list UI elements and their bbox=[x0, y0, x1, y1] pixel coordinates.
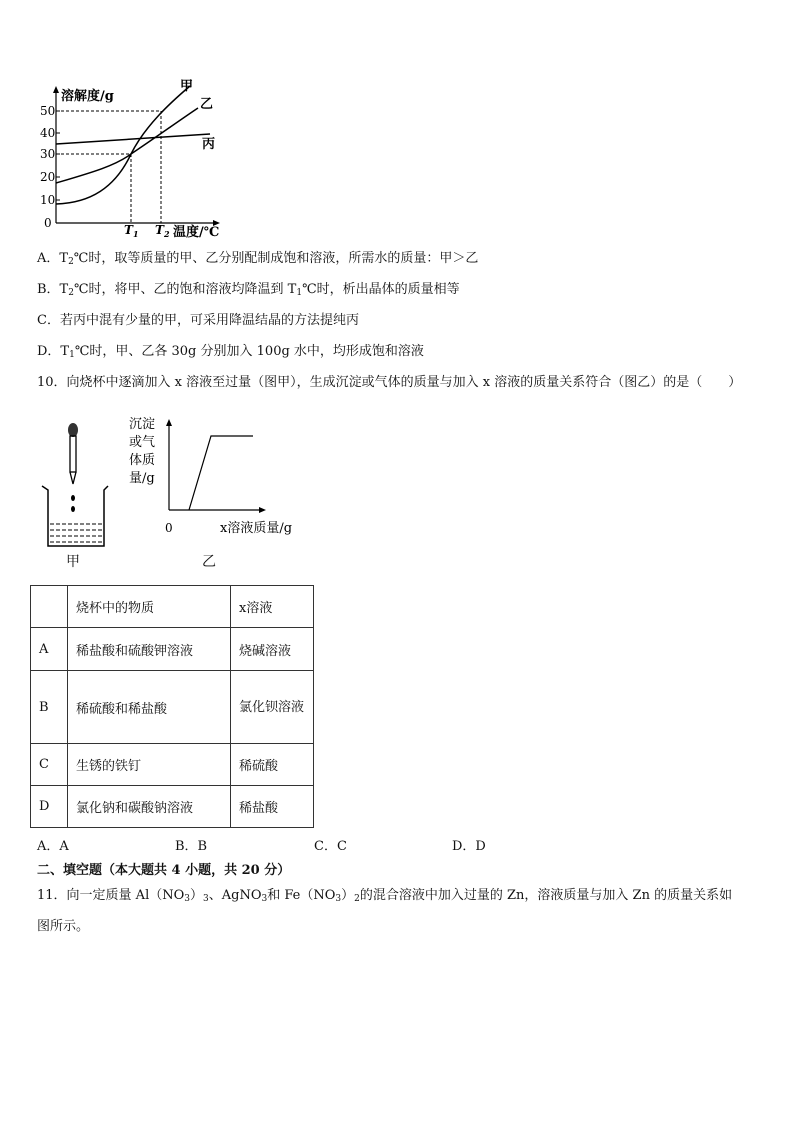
row-id: C bbox=[31, 744, 68, 786]
y-tick-40: 40 bbox=[40, 126, 56, 140]
row-x: 稀盐酸 bbox=[231, 786, 314, 828]
q9-option-c: C．若丙中混有少量的甲，可采用降温结晶的方法提纯丙 bbox=[37, 313, 359, 328]
y-tick-10: 10 bbox=[40, 193, 56, 207]
guide-lines bbox=[56, 111, 161, 223]
label-yi: 乙 bbox=[200, 97, 214, 112]
q10-table bbox=[30, 585, 314, 828]
x-tick-t2: $T_2$ bbox=[155, 223, 170, 239]
curve-yi bbox=[56, 108, 198, 183]
label-bing: 丙 bbox=[202, 137, 216, 152]
q9-option-b: B．$T_2℃$时，将甲、乙的饱和溶液均降温到 $T_1℃$时，析出晶体的质量相等 bbox=[37, 282, 460, 298]
choice-d: D．D bbox=[452, 839, 486, 854]
x-tick-t1: $T_1$ bbox=[124, 223, 139, 239]
row-id: D bbox=[31, 786, 68, 828]
mass-graph bbox=[125, 410, 310, 538]
choice-a: A．A bbox=[37, 839, 69, 854]
dropper-icon bbox=[68, 423, 78, 484]
q9-option-a: A．$T_2℃$时，取等质量的甲、乙分别配制成饱和溶液，所需水的质量：甲＞乙 bbox=[37, 251, 479, 267]
solubility-axes bbox=[53, 86, 220, 226]
row-beaker: 稀盐酸和硫酸钾溶液 bbox=[68, 628, 231, 671]
table-header-cell bbox=[31, 586, 68, 628]
mass-origin: 0 bbox=[165, 521, 173, 535]
y-tick-0: 0 bbox=[44, 216, 52, 230]
table-header-row bbox=[31, 586, 314, 628]
mass-y-label-4: 量/g bbox=[129, 471, 155, 486]
row-x: 氯化钡溶液 bbox=[231, 671, 314, 744]
curve-bing bbox=[56, 134, 210, 144]
row-id: A bbox=[31, 628, 68, 671]
y-tick-20: 20 bbox=[40, 170, 56, 184]
fig-a-caption: 甲 bbox=[66, 554, 80, 570]
row-beaker: 生锈的铁钉 bbox=[68, 744, 231, 786]
q9-option-d: D．$T_1℃$时，甲、乙各 30g 分别加入 100g 水中，均形成饱和溶液 bbox=[37, 344, 424, 360]
beaker-figure bbox=[38, 418, 113, 550]
beaker-icon bbox=[42, 486, 108, 546]
mass-y-label-1: 沉淀 bbox=[129, 417, 156, 432]
table-row bbox=[31, 628, 314, 671]
table-header-cell: x溶液 bbox=[231, 586, 314, 628]
label-jia: 甲 bbox=[180, 79, 194, 94]
choice-c: C．C bbox=[314, 839, 347, 854]
y-tick-30: 30 bbox=[40, 147, 56, 161]
section-title: 二、填空题（本大题共 4 小题，共 20 分） bbox=[37, 863, 291, 878]
y-tick-50: 50 bbox=[40, 104, 56, 118]
table-row bbox=[31, 671, 314, 744]
solubility-graph bbox=[30, 78, 230, 243]
q11-line-1: 11．向一定质量 $Al(NO_3)_3$、AgNO$_3$和 $Fe(NO_3)_2$的混合溶液中加入过量的 Zn，溶液质量与加入 Zn 的质量关系如 bbox=[37, 888, 733, 904]
table-row bbox=[31, 786, 314, 828]
x-axis-label: 温度/℃ bbox=[173, 225, 220, 240]
y-ticks bbox=[40, 104, 60, 230]
table-row bbox=[31, 744, 314, 786]
row-id: B bbox=[31, 671, 68, 744]
mass-x-label: x溶液质量/g bbox=[220, 521, 293, 536]
table-header-cell: 烧杯中的物质 bbox=[68, 586, 231, 628]
drops bbox=[71, 495, 75, 512]
mass-y-label-2: 或气 bbox=[129, 435, 156, 450]
row-beaker: 稀硫酸和稀盐酸 bbox=[68, 671, 231, 744]
fig-b-caption: 乙 bbox=[202, 554, 216, 570]
choice-b: B．B bbox=[175, 839, 208, 854]
mass-curve bbox=[189, 436, 253, 510]
row-x: 烧碱溶液 bbox=[231, 628, 314, 671]
mass-y-label-3: 体质 bbox=[129, 453, 156, 468]
row-x: 稀硫酸 bbox=[231, 744, 314, 786]
y-axis-label: 溶解度/g bbox=[61, 89, 114, 104]
q11-line-2: 图所示。 bbox=[37, 919, 90, 934]
row-beaker: 氯化钠和碳酸钠溶液 bbox=[68, 786, 231, 828]
q10-stem: 10．向烧杯中逐滴加入 x 溶液至过量（图甲），生成沉淀或气体的质量与加入 x 溶液的质量关系符合（图乙）的是（ ） bbox=[37, 375, 742, 390]
